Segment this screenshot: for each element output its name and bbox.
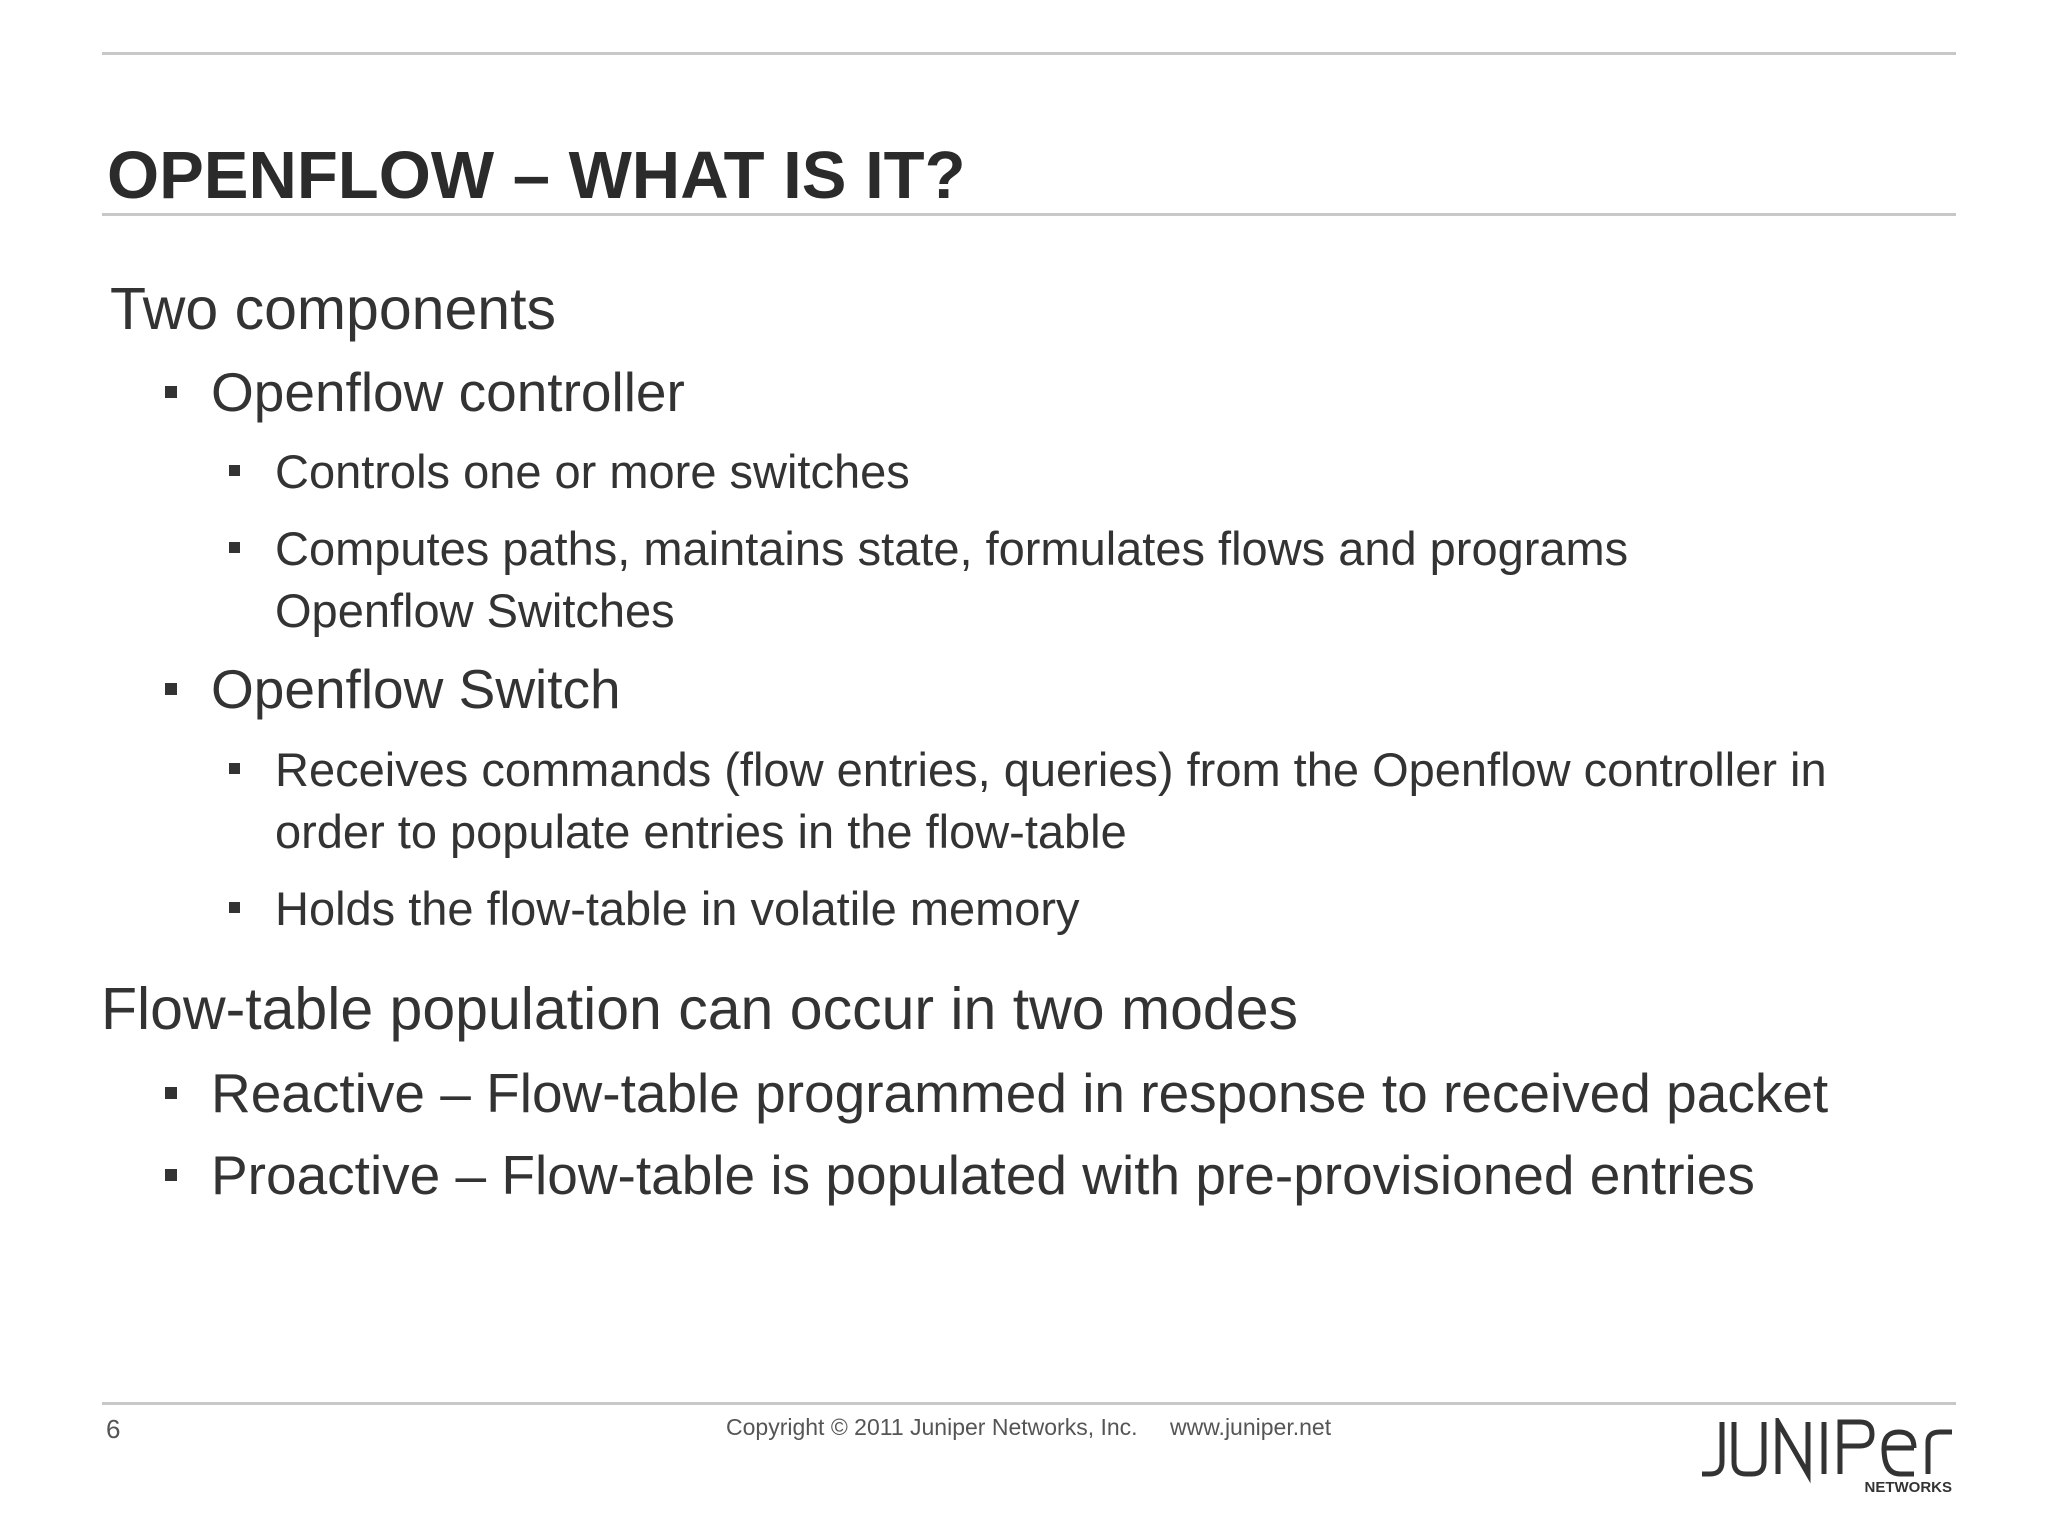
website-link: www.juniper.net: [1170, 1414, 1332, 1440]
sub-bullet-receives-commands: [275, 739, 1835, 863]
section-heading-modes: Flow-table population can occur in two modes: [101, 976, 1299, 1042]
bullet-item-switch: [211, 658, 621, 720]
sub-bullet-text: Receives commands (flow entries, queries) from the Openflow controller in order to populate entries in the flow-table: [275, 743, 1827, 858]
square-bullet-icon: [165, 1169, 177, 1181]
footer-rule: [102, 1402, 1956, 1405]
logo-subtext: NETWORKS: [1864, 1479, 1952, 1496]
sub-bullet-text: Holds the flow-table in volatile memory: [275, 882, 1080, 935]
title-underline: [102, 213, 1956, 216]
slide-title: OPENFLOW – WHAT IS IT?: [107, 138, 966, 213]
sub-bullet-controls-switches: [275, 441, 1835, 503]
sub-bullet-text: Computes paths, maintains state, formulates flows and programs Openflow Switches: [275, 522, 1629, 637]
sub-bullet-computes-paths: [275, 518, 1835, 642]
bullet-text: Openflow Switch: [211, 658, 621, 720]
bullet-item-proactive: [211, 1144, 1755, 1206]
bullet-text: Openflow controller: [211, 361, 685, 423]
bullet-text: Proactive – Flow-table is populated with pre-provisioned entries: [211, 1144, 1755, 1206]
bullet-item-controller: [211, 361, 685, 423]
square-bullet-icon: [165, 1087, 177, 1099]
square-bullet-icon: [229, 902, 240, 913]
top-rule: [102, 52, 1956, 55]
square-bullet-icon: [229, 763, 240, 774]
page-number: 6: [106, 1414, 121, 1444]
section-heading-components: Two components: [110, 276, 557, 342]
juniper-logo: [1700, 1418, 1960, 1496]
square-bullet-icon: [229, 465, 240, 476]
sub-bullet-text: Controls one or more switches: [275, 445, 910, 498]
sub-bullet-holds-flow-table: [275, 878, 1835, 940]
bullet-text: Reactive – Flow-table programmed in response to received packet: [211, 1062, 1829, 1124]
square-bullet-icon: [165, 683, 177, 695]
copyright-notice: Copyright © 2011 Juniper Networks, Inc.: [726, 1414, 1138, 1440]
square-bullet-icon: [229, 542, 240, 553]
square-bullet-icon: [165, 386, 177, 398]
bullet-item-reactive: [211, 1062, 1828, 1124]
